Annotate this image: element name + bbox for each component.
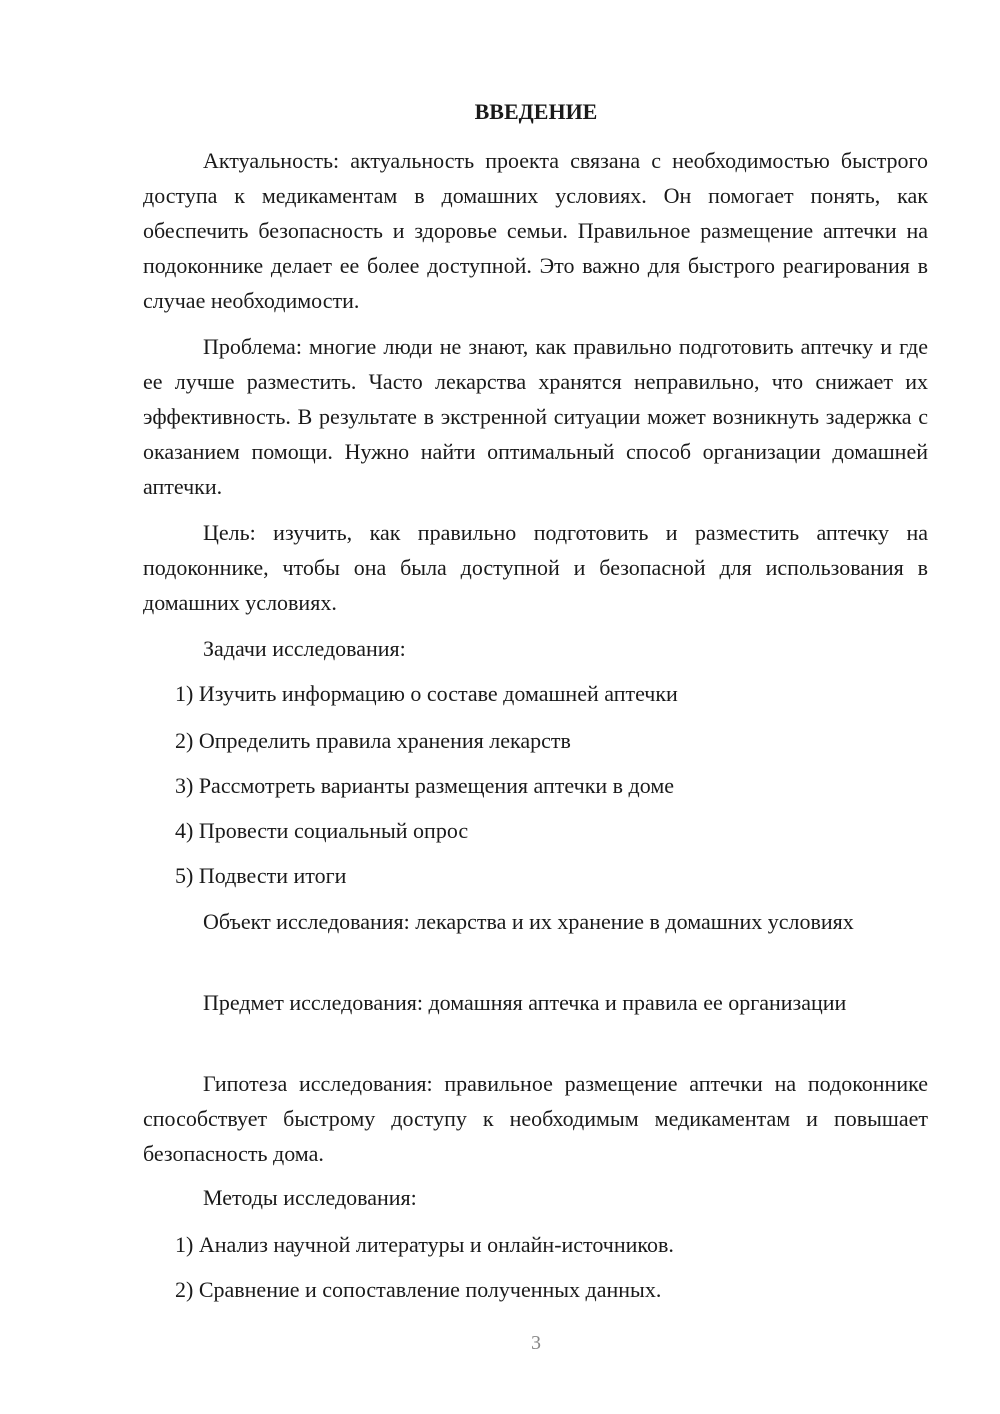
tasks-heading: Задачи исследования:	[203, 636, 406, 661]
subject-paragraph: Предмет исследования: домашняя аптечка и правила ее организации	[203, 990, 847, 1015]
relevance-paragraph: Актуальность: актуальность проекта связана с необходимостью быстрого доступа к медикаментам в домашних условиях. Он помогает понять, как обеспечить безопасность и здоровье семьи. Правильное размещение аптечки на подоконнике делает ее более доступной. Это важно для быстрого реагирования в случае необходимости.	[143, 148, 928, 313]
task-item: 2) Определить правила хранения лекарств	[175, 728, 571, 753]
hypothesis-paragraph: Гипотеза исследования: правильное размещение аптечки на подоконнике способствует быстрому доступу к необходимым медикаментам и повышает безопасность дома.	[143, 1071, 928, 1166]
object-paragraph: Объект исследования: лекарства и их хранение в домашних условиях	[203, 909, 854, 934]
task-item: 4) Провести социальный опрос	[175, 818, 469, 843]
goal-paragraph: Цель: изучить, как правильно подготовить и разместить аптечку на подоконнике, чтобы она была доступной и безопасной для использования в домашних условиях.	[143, 520, 928, 615]
page-number: 3	[531, 1332, 541, 1354]
methods-heading: Методы исследования:	[203, 1185, 417, 1210]
method-item: 2) Сравнение и сопоставление полученных данных.	[175, 1277, 662, 1302]
task-item: 5) Подвести итоги	[175, 863, 347, 888]
method-item: 1) Анализ научной литературы и онлайн-источников.	[175, 1232, 674, 1257]
task-item: 3) Рассмотреть варианты размещения аптечки в доме	[175, 773, 675, 798]
page-title: ВВЕДЕНИЕ	[474, 99, 598, 124]
problem-paragraph: Проблема: многие люди не знают, как правильно подготовить аптечку и где ее лучше разместить. Часто лекарства хранятся неправильно, что снижает их эффективность. В результате в экстренной ситуации может возникнуть задержка с оказанием помощи. Нужно найти оптимальный способ организации домашней аптечки.	[143, 334, 928, 499]
task-item: 1) Изучить информацию о составе домашней аптечки	[175, 681, 678, 706]
